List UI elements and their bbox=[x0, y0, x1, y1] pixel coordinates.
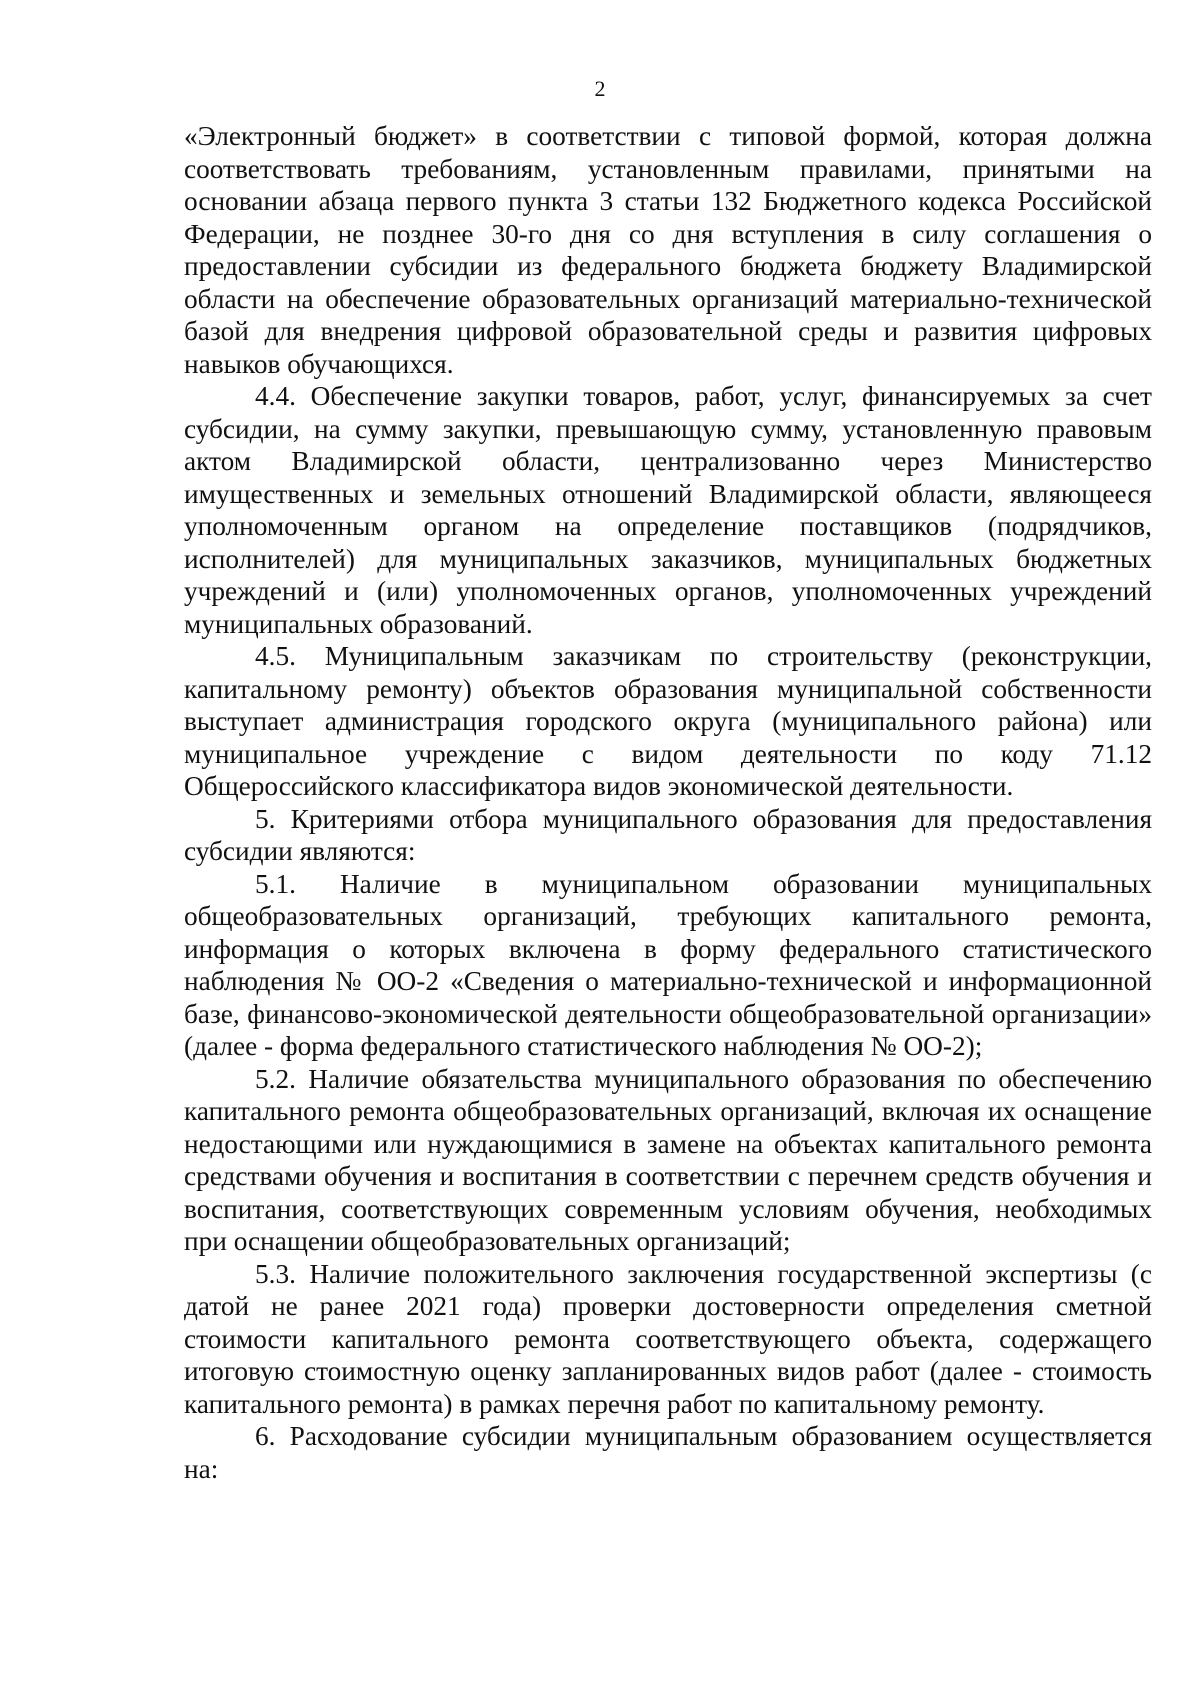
page-number: 2 bbox=[594, 76, 606, 101]
paragraph-6: 6. Расходование субсидии муниципальным образованием осуществляется на: bbox=[184, 1421, 1152, 1484]
paragraph-continuation: «Электронный бюджет» в соответствии с типовой формой, которая должна соответствовать требованиям, установленным правилами, принятыми на основании абзаца первого пункта 3 статьи 132 Бюджетного кодекса Российской Федерации, не позднее 30-го дня со дня вступления в силу соглашения о предоставлении субсидии из федерального бюджета бюджету Владимирской области на обеспечение образовательных организаций материально-технической базой для внедрения цифровой образовательной среды и развития цифровых навыков обучающихся. bbox=[184, 121, 1152, 379]
paragraph-4-4: 4.4. Обеспечение закупки товаров, работ, услуг, финансируемых за счет субсидии, на сумму закупки, превышающую сумму, установленную правовым актом Владимирской области, централизованно через Министерство имущественных и земельных отношений Владимирской области, являющееся уполномоченным органом на определение поставщиков (подрядчиков, исполнителей) для муниципальных заказчиков, муниципальных бюджетных учреждений и (или) уполномоченных органов, уполномоченных учреждений муниципальных образований. bbox=[184, 381, 1152, 639]
paragraph-5-2: 5.2. Наличие обязательства муниципального образования по обеспечению капитального ремонта общеобразовательных организаций, включая их оснащение недостающими или нуждающимися в замене на объектах капитального ремонта средствами обучения и воспитания в соответствии с перечнем средств обучения и воспитания, соответствующих современным условиям обучения, необходимых при оснащении общеобразовательных организаций; bbox=[184, 1063, 1152, 1256]
document-body bbox=[184, 120, 1152, 1485]
paragraph-5: 5. Критериями отбора муниципального образования для предоставления субсидии являются: bbox=[184, 803, 1152, 866]
paragraph-5-3: 5.3. Наличие положительного заключения государственной экспертизы (с датой не ранее 2021 года) проверки достоверности определения сметной стоимости капитального ремонта соответствующего объекта, содержащего итоговую стоимостную оценку запланированных видов работ (далее - стоимость капитального ремонта) в рамках перечня работ по капитальному ремонту. bbox=[184, 1258, 1152, 1419]
paragraph-5-1: 5.1. Наличие в муниципальном образовании муниципальных общеобразовательных организаций, требующих капитального ремонта, информация о которых включена в форму федерального статистического наблюдения № ОО-2 «Сведения о материально-технической и информационной базе, финансово-экономической деятельности общеобразовательной организации» (далее - форма федерального статистического наблюдения № ОО-2); bbox=[184, 868, 1152, 1061]
paragraph-4-5: 4.5. Муниципальным заказчикам по строительству (реконструкции, капитальному ремонту) объектов образования муниципальной собственности выступает администрация городского округа (муниципального района) или муниципальное учреждение с видом деятельности по коду 71.12 Общероссийского классификатора видов экономической деятельности. bbox=[184, 641, 1152, 801]
